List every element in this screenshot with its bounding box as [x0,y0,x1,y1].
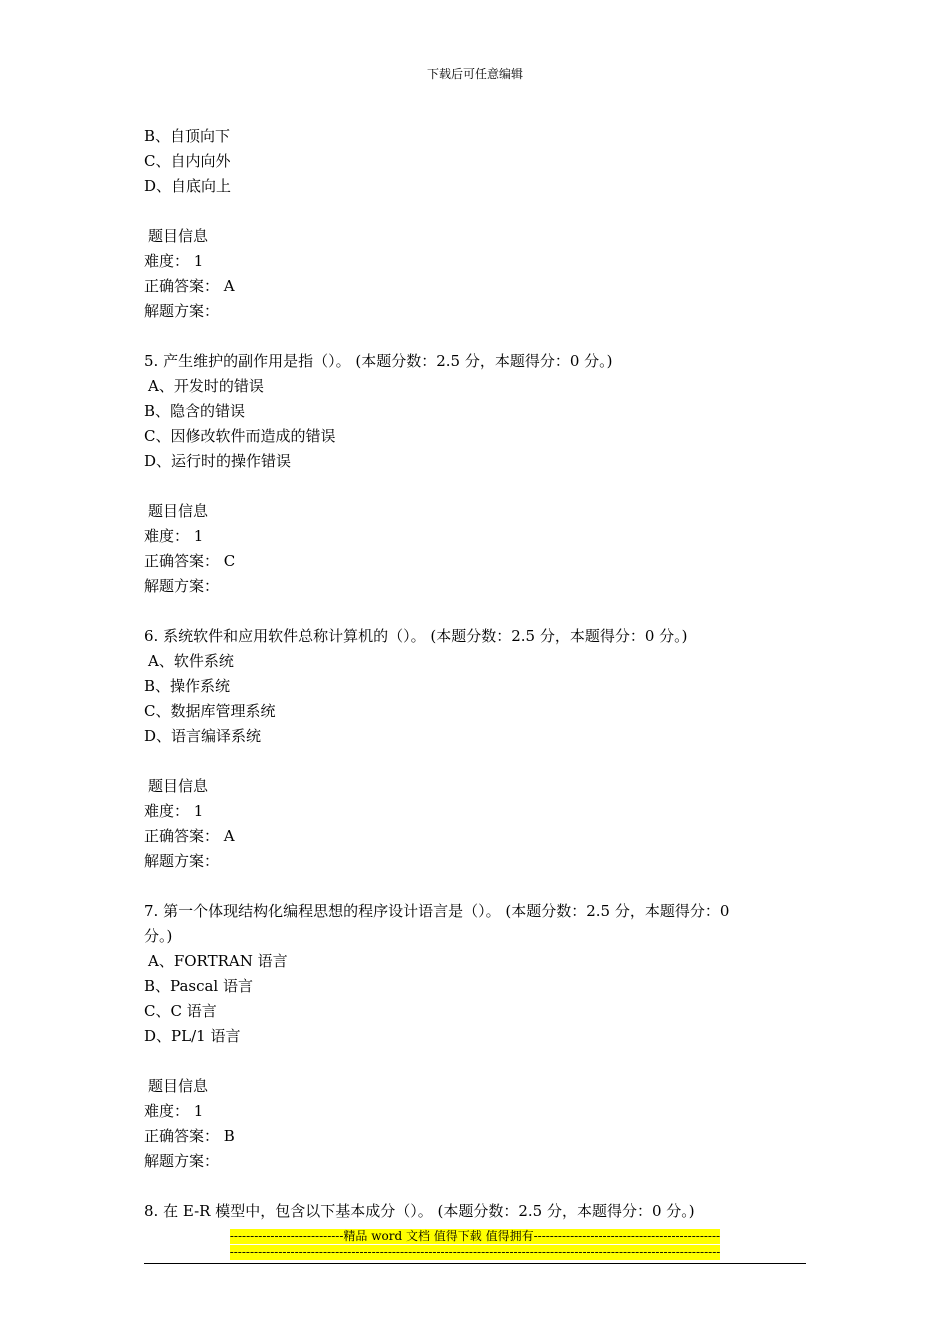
footer-banner [0,1229,950,1244]
blank-line [144,1174,809,1199]
text-line: B、Pascal 语言 [144,977,253,995]
text-line: 解题方案： [144,577,220,595]
text-line: D、自底向上 [144,177,232,195]
text-line: 难度： 1 [144,1102,204,1120]
text-line: D、PL/1 语言 [144,1027,241,1045]
text-line: 解题方案： [144,852,220,870]
text-line: 正确答案： A [144,827,235,845]
text-line: D、运行时的操作错误 [144,452,292,470]
blank-line [144,874,809,899]
text-line: 分。) [144,927,173,945]
blank-line [144,749,809,774]
text-line: B、操作系统 [144,677,231,695]
text-line: B、自顶向下 [144,127,231,145]
footer-banner-text: ----------------------------精品 word 文档 值得下载 值得拥有---------------------------------------------- [229,1229,721,1243]
text-line: 正确答案： B [144,1127,235,1145]
text-line: C、因修改软件而造成的错误 [144,427,336,445]
text-line: D、语言编译系统 [144,727,262,745]
text-line: 难度： 1 [144,252,204,270]
text-line: 难度： 1 [144,802,204,820]
text-line: A、FORTRAN 语言 [148,952,288,970]
text-line: C、C 语言 [144,1002,217,1020]
text-line: 5. 产生维护的副作用是指（）。 (本题分数：2.5 分，本题得分：0 分。) [144,352,613,370]
blank-line [144,324,809,349]
text-line: 题目信息 [148,502,209,520]
footer-dashes-text: ------------------------------------------------------------------------------------------------------------------------- [229,1245,721,1259]
text-line: 8. 在 E-R 模型中，包含以下基本成分（）。 (本题分数：2.5 分，本题得分：0 分。) [144,1202,695,1220]
text-line: 题目信息 [148,1077,209,1095]
footer-dashes [0,1245,950,1260]
text-line: C、数据库管理系统 [144,702,276,720]
text-line: A、软件系统 [148,652,234,670]
text-line: 正确答案： A [144,277,235,295]
text-line: 题目信息 [148,227,209,245]
blank-line [144,474,809,499]
page-header: 下载后可任意编辑 [426,67,523,81]
text-line: 解题方案： [144,1152,220,1170]
text-line: C、自内向外 [144,152,231,170]
text-line: 题目信息 [148,777,209,795]
text-line: 解题方案： [144,302,220,320]
text-line: 7. 第一个体现结构化编程思想的程序设计语言是（）。 (本题分数：2.5 分，本题得分：0 [144,902,730,920]
document-body [144,124,809,1224]
blank-line [144,599,809,624]
text-line: 难度： 1 [144,527,204,545]
text-line: 正确答案： C [144,552,236,570]
text-line: B、隐含的错误 [144,402,246,420]
text-line: A、开发时的错误 [148,377,264,395]
footer-rule [144,1263,806,1264]
blank-line [144,199,809,224]
blank-line [144,1049,809,1074]
text-line: 6. 系统软件和应用软件总称计算机的（）。 (本题分数：2.5 分，本题得分：0 分。) [144,627,688,645]
